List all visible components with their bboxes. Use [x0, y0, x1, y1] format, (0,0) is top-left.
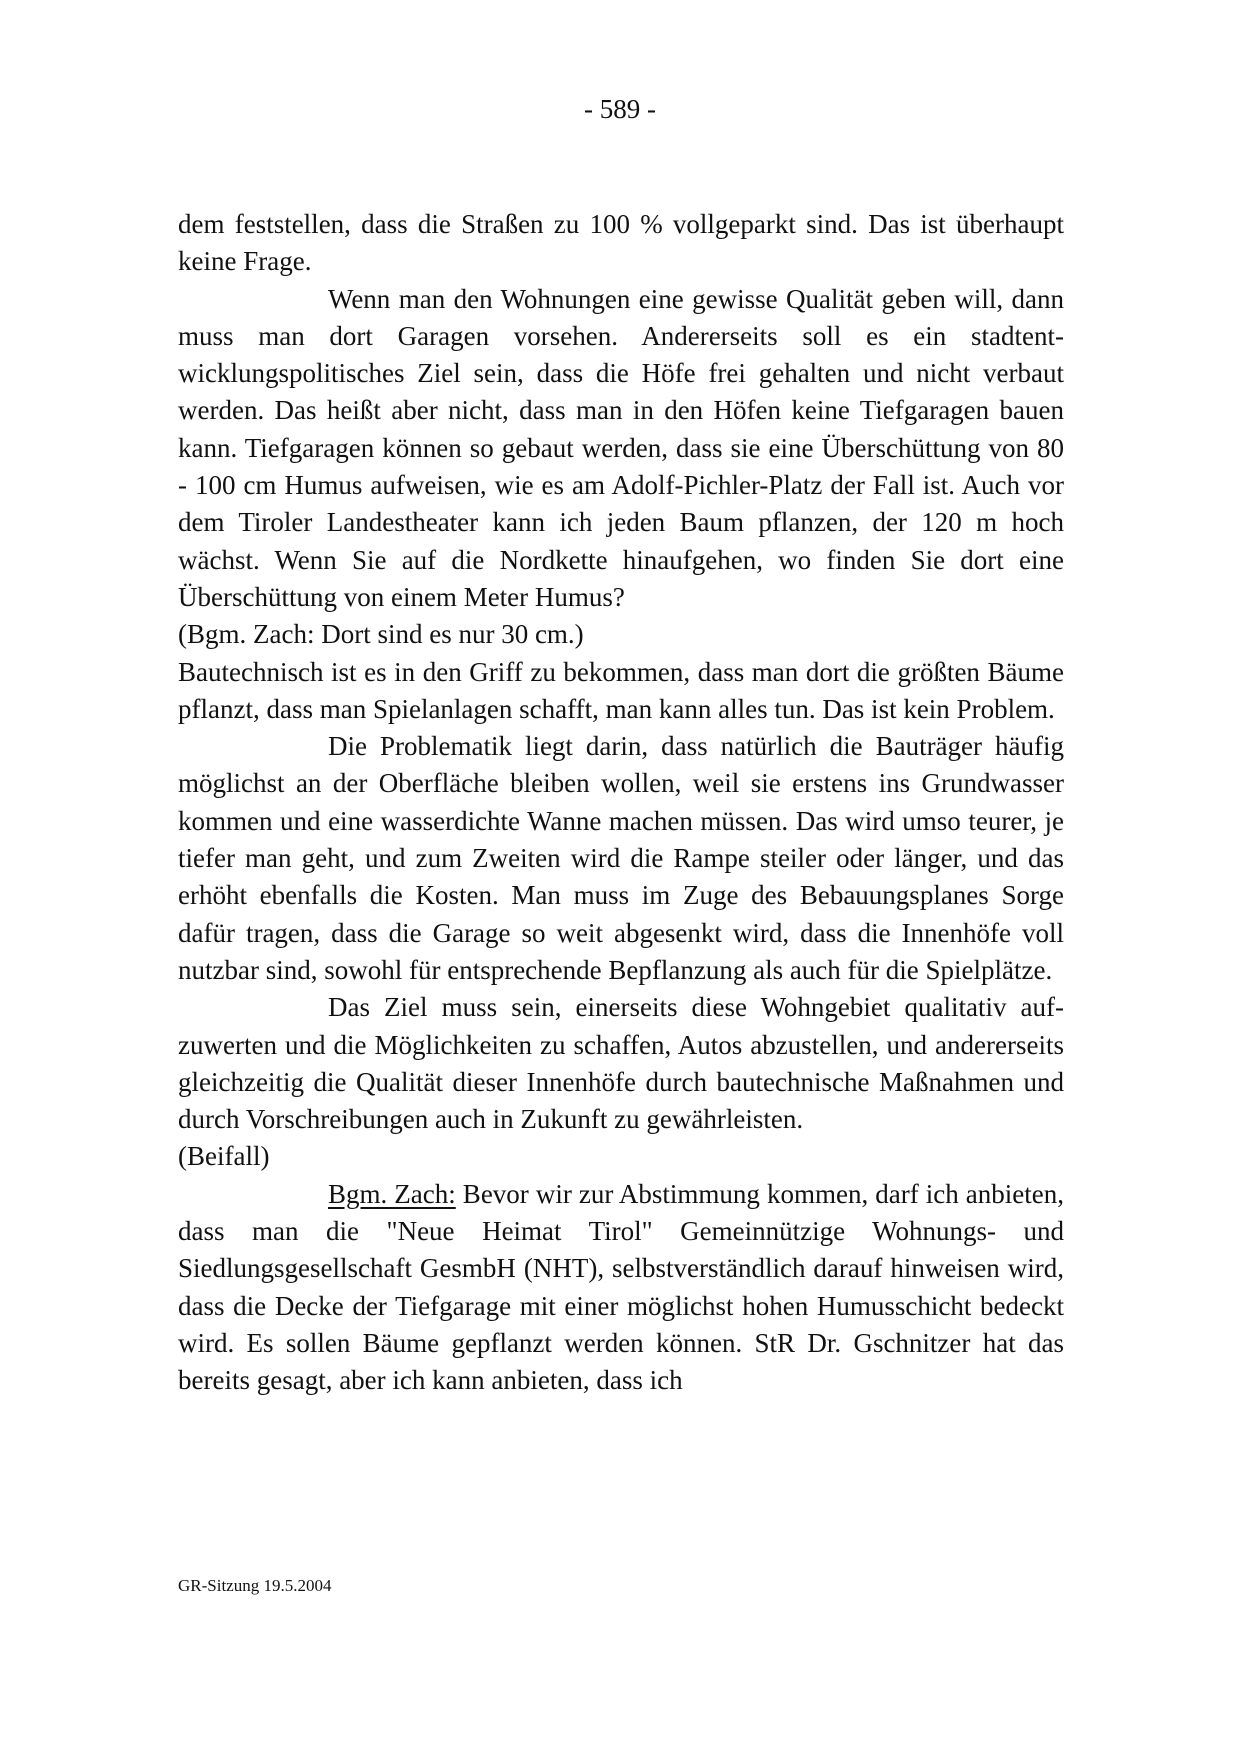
- interjection: (Bgm. Zach: Dort sind es nur 30 cm.): [178, 619, 584, 650]
- interjection: (Beifall): [178, 1141, 270, 1172]
- paragraph: Das Ziel muss sein, einerseits diese Wohngebiet qualitativ aufzuwerten und die Möglichkeiten zu schaffen, Autos abzustellen, und andererseits gleichzeitig die Qualität dieser Innenhöfe durch bautechnische Maßnahmen und durch Vorschreibungen auch in Zukunft zu gewährleisten.: [178, 992, 1064, 1135]
- page-number: - 589 -: [584, 94, 656, 124]
- footer: GR-Sitzung 19.5.2004: [178, 1576, 332, 1595]
- body-text: [178, 206, 1064, 1400]
- paragraph: dem feststellen, dass die Straßen zu 100 % vollgeparkt sind. Das ist überhaupt keine Frage.: [178, 209, 1064, 277]
- speaker-name: Bgm. Zach:: [328, 1178, 456, 1209]
- speaker-text: Bevor wir zur Abstimmung kommen, darf ich anbieten, dass man die "Neue Heimat Tirol" Gemeinnützige Wohnungs- und Siedlungsgesellschaft GesmbH (NHT), selbstverständlich darauf hinweisen wird, dass die Decke der Tiefgarage mit einer möglichst hohen Humusschicht bedeckt wird. Es sollen Bäume gepflanzt werden können. StR Dr. Gschnitzer hat das bereits gesagt, aber ich kann anbieten, dass ich: [178, 1178, 1064, 1396]
- speaker-paragraph: [178, 1176, 1064, 1400]
- paragraph: Bautechnisch ist es in den Griff zu bekommen, dass man dort die größten Bäume pflanzt, dass man Spielanlagen schafft, man kann alles tun. Das ist kein Problem.: [178, 656, 1064, 724]
- paragraph: Wenn man den Wohnungen eine gewisse Qualität geben will, dann muss man dort Garagen vorsehen. Andererseits soll es ein stadtentwicklungspolitisches Ziel sein, dass die Höfe frei gehalten und nicht verbaut werden. Das heißt aber nicht, dass man in den Höfen keine Tiefgaragen bauen kann. Tiefgaragen können so gebaut werden, dass sie eine Überschüttung von 80 - 100 cm Humus aufweisen, wie es am Adolf-Pichler-Platz der Fall ist. Auch vor dem Tiroler Landestheater kann ich jeden Baum pflanzen, der 120 m hoch wächst. Wenn Sie auf die Nordkette hinaufgehen, wo finden Sie dort eine Überschüttung von einem Meter Humus?: [178, 283, 1064, 612]
- paragraph: Die Problematik liegt darin, dass natürlich die Bauträger häufig möglichst an der Oberfläche bleiben wollen, weil sie erstens ins Grundwasser kommen und eine wasserdichte Wanne machen müssen. Das wird umso teurer, je tiefer man geht, und zum Zweiten wird die Rampe steiler oder länger, und das erhöht ebenfalls die Kosten. Man muss im Zuge des Bebauungsplanes Sorge dafür tragen, dass die Garage so weit abgesenkt wird, dass die Innenhöfe voll nutzbar sind, sowohl für entsprechende Bepflanzung als auch für die Spielplätze.: [178, 731, 1064, 985]
